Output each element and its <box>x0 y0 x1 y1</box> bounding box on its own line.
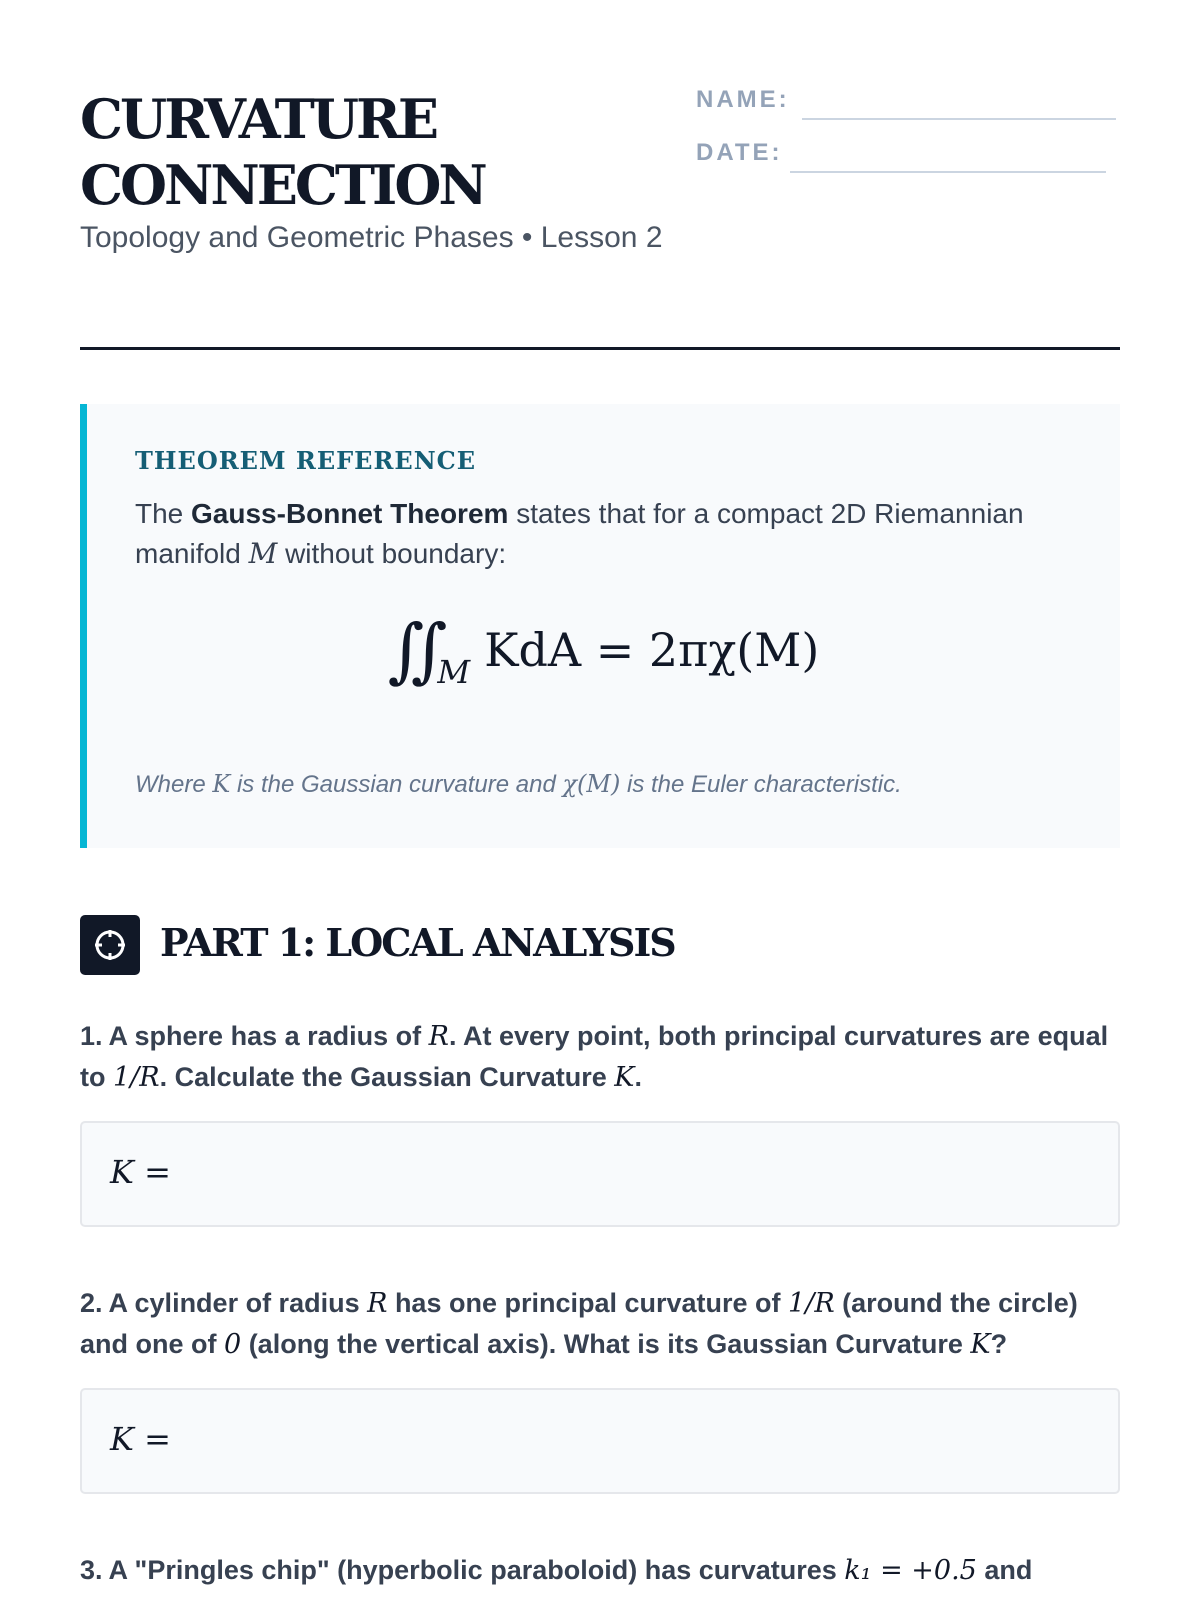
question-1 <box>80 1016 1120 1098</box>
theorem-intro-2: states that for a compact 2D Riemannian manifold <box>135 498 1024 569</box>
answer-label: K = <box>110 1420 171 1458</box>
answer-label: K = <box>110 1153 171 1191</box>
theorem-intro-1: The <box>135 498 192 529</box>
question-text: . Calculate the Gaussian Curvature <box>159 1062 615 1092</box>
math-symbol: 1/R <box>113 1062 160 1093</box>
question-number: 1. <box>80 1021 103 1051</box>
theorem-note <box>135 770 1095 799</box>
date-label: DATE: <box>696 139 783 166</box>
manifold-symbol: M <box>248 537 278 570</box>
theorem-heading: THEOREM REFERENCE <box>135 446 477 475</box>
worksheet-subtitle: Topology and Geometric Phases • Lesson 2 <box>80 221 663 254</box>
integral-subscript: M <box>437 652 471 691</box>
question-text: (around the circle) and one of <box>80 1288 1078 1359</box>
gauss-bonnet-formula <box>87 609 1120 719</box>
crosshair-icon <box>80 915 140 975</box>
answer-box-2[interactable] <box>80 1388 1120 1494</box>
note-1: Where <box>135 771 213 798</box>
question-text: and <box>976 1555 1033 1585</box>
question-text: (along the vertical axis). What is its Gaussian Curvature <box>241 1329 971 1359</box>
date-line[interactable] <box>790 171 1106 173</box>
question-2 <box>80 1283 1120 1365</box>
answer-box-1[interactable] <box>80 1121 1120 1227</box>
name-line[interactable] <box>802 118 1116 120</box>
name-label: NAME: <box>696 86 790 113</box>
math-symbol: 1/R <box>788 1288 835 1319</box>
question-text: . <box>634 1062 642 1092</box>
question-text: has one principal curvature of <box>387 1288 789 1318</box>
theorem-intro-3: without boundary: <box>277 538 507 569</box>
question-text: A sphere has a radius of <box>108 1021 429 1051</box>
math-symbol: R <box>428 1021 449 1052</box>
question-3 <box>80 1550 1120 1591</box>
theorem-name: Gauss-Bonnet Theorem <box>191 498 509 529</box>
double-integral-symbol: ∬ <box>387 609 422 691</box>
worksheet-title: CURVATURE CONNECTION <box>80 87 485 217</box>
question-text: A "Pringles chip" (hyperbolic paraboloid) has curvatures <box>108 1555 845 1585</box>
formula-expression: KdA = 2πχ(M) <box>484 623 820 677</box>
note-symbol-k: K <box>212 770 231 798</box>
note-symbol-chi: χ(M) <box>562 770 621 798</box>
question-number: 2. <box>80 1288 103 1318</box>
question-text: A cylinder of radius <box>108 1288 368 1318</box>
question-number: 3. <box>80 1555 103 1585</box>
theorem-statement <box>135 494 1095 574</box>
note-3: is the Euler characteristic. <box>620 771 902 798</box>
question-text: ? <box>990 1329 1008 1359</box>
question-text: . At every point, both principal curvatures are equal to <box>80 1021 1109 1092</box>
note-2: is the Gaussian curvature and <box>230 771 563 798</box>
math-symbol: k₁ = +0.5 <box>844 1555 977 1586</box>
math-symbol: K <box>614 1062 635 1093</box>
theorem-reference-box <box>80 404 1120 848</box>
math-symbol: K <box>970 1329 991 1360</box>
math-symbol: R <box>367 1288 388 1319</box>
math-symbol: 0 <box>224 1329 242 1360</box>
header-divider <box>80 347 1120 350</box>
section-title: PART 1: LOCAL ANALYSIS <box>160 920 675 965</box>
